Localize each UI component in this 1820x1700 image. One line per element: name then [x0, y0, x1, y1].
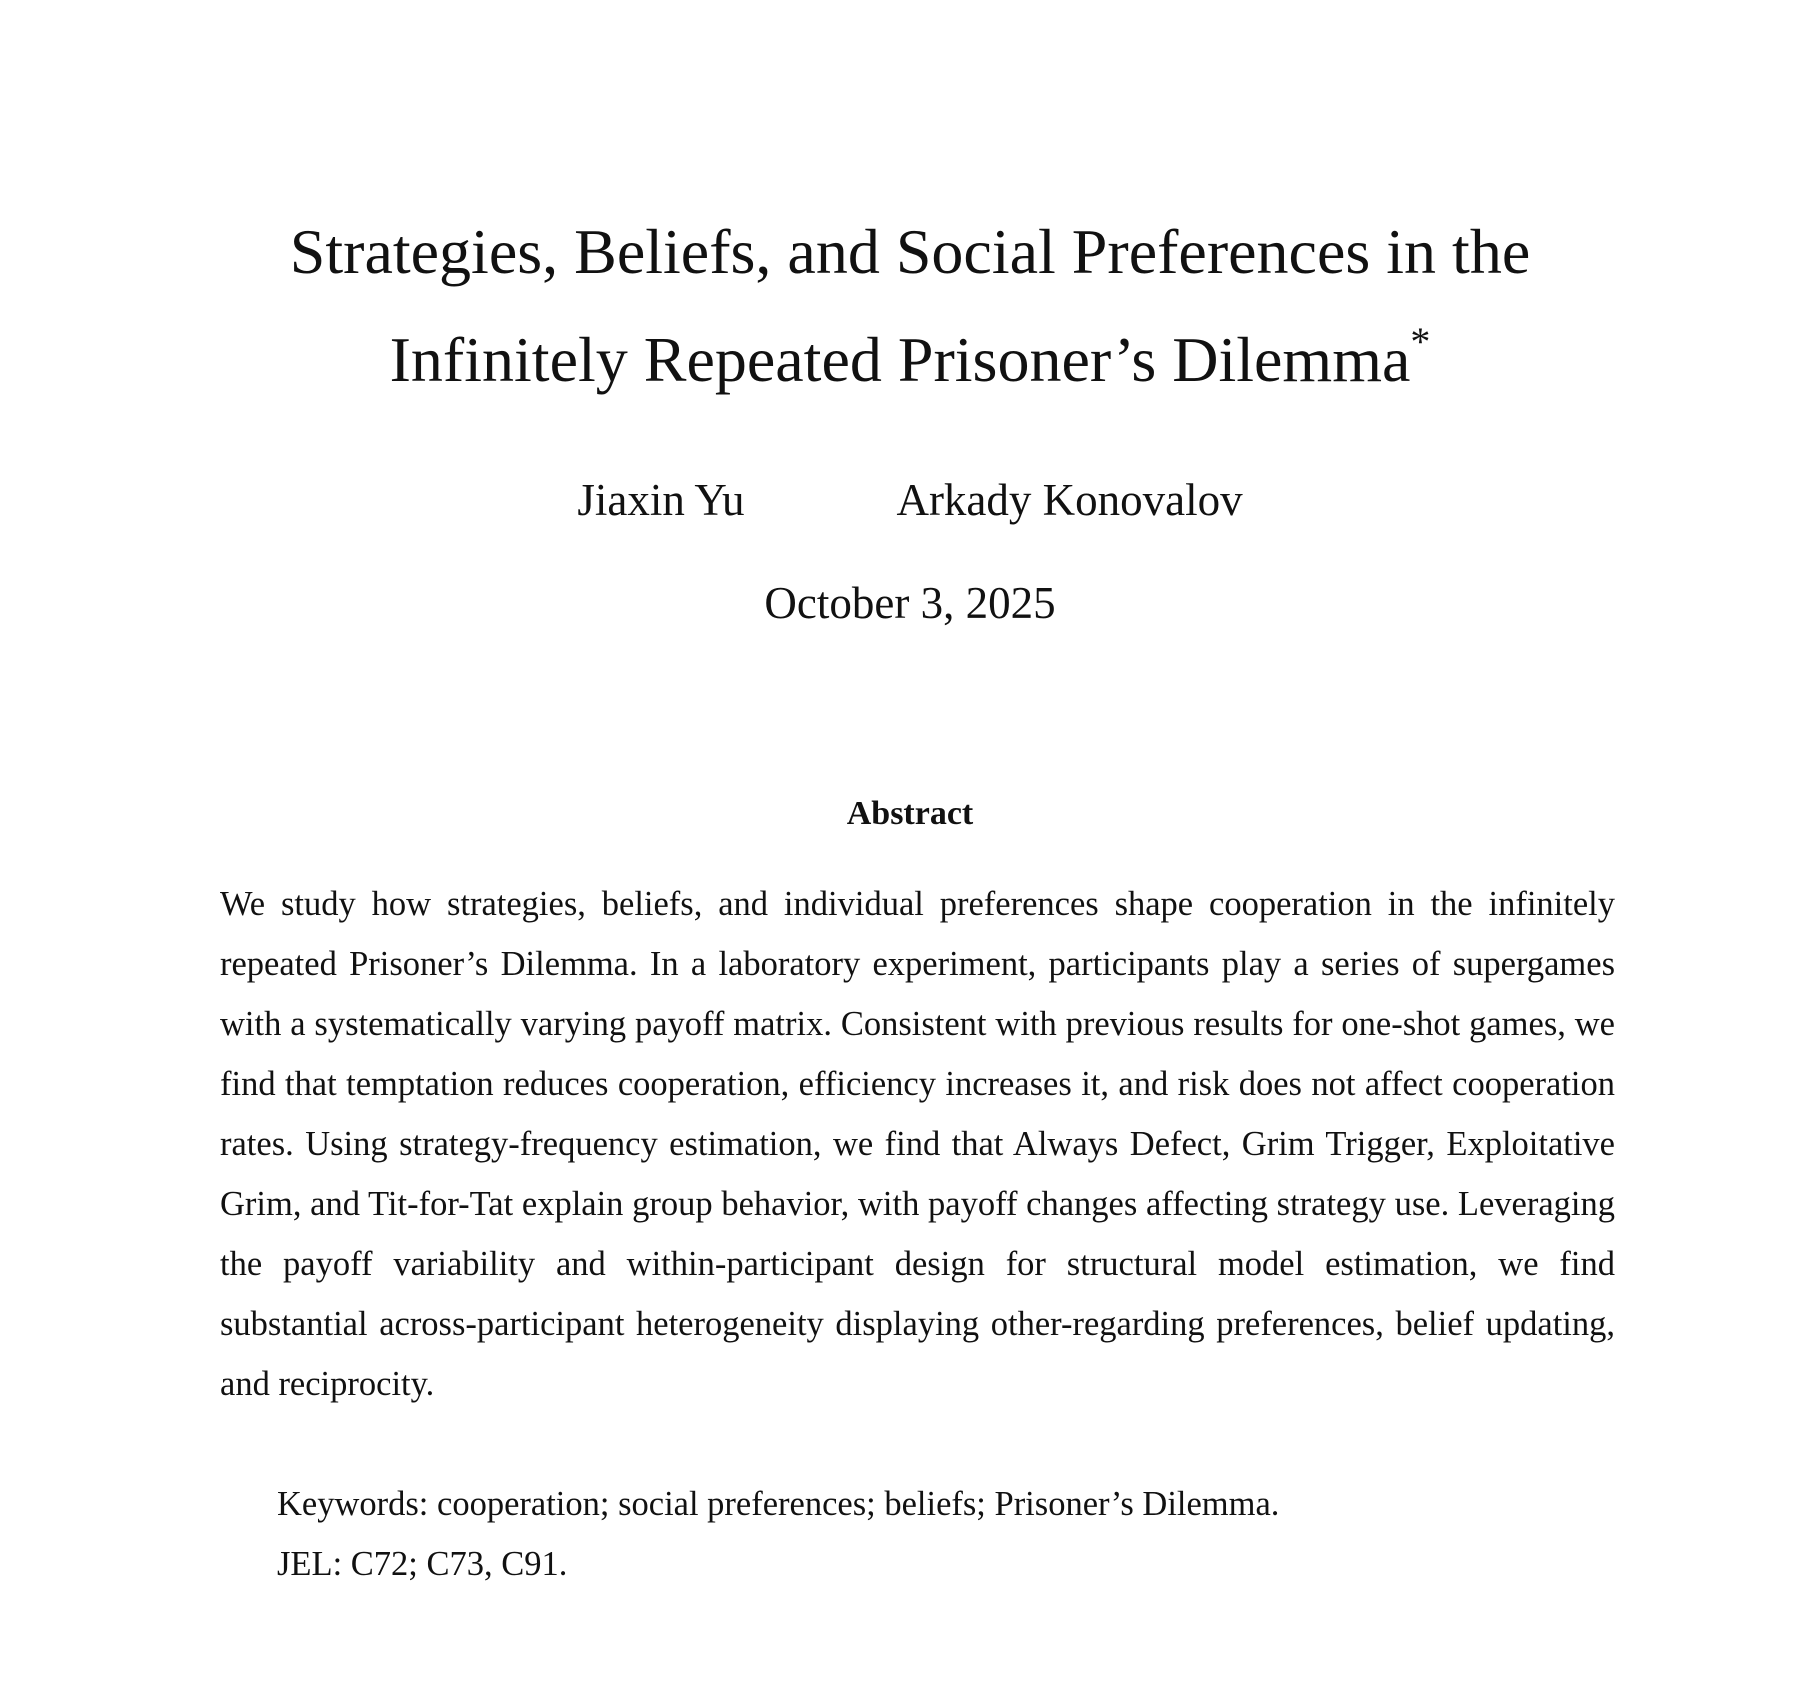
author-list: [0, 470, 1820, 530]
keywords-line: Keywords: cooperation; social preferences; beliefs; Prisoner’s Dilemma.: [277, 1485, 1280, 1523]
abstract-heading: Abstract: [846, 795, 974, 832]
author-name: Arkady Konovalov: [896, 475, 1243, 525]
author-name: Jiaxin Yu: [577, 475, 745, 525]
title-line-1: Strategies, Beliefs, and Social Preferences in the: [289, 216, 1531, 287]
paper-date: October 3, 2025: [764, 578, 1056, 628]
jel-codes-line: JEL: C72; C73, C91.: [277, 1545, 568, 1583]
abstract-body: We study how strategies, beliefs, and individual preferences shape cooperation in the infinitely repeated Prisoner’s Dilemma. In a laboratory experiment, participants play a series of supergames with a systematically varying payoff matrix. Consistent with previous results for one-shot games, we find that temptation reduces cooperation, efficiency increases it, and risk does not affect cooperation rates. Using strategy-frequency estimation, we find that Always Defect, Grim Trigger, Exploitative Grim, and Tit-for-Tat explain group behavior, with payoff changes affecting strategy use. Leveraging the payoff variability and within-participant design for structural model estimation, we find substantial across-participant heterogeneity displaying other-regarding preferences, belief updating, and reciprocity.: [220, 885, 1615, 1403]
title-footnote-mark: *: [1410, 319, 1431, 364]
paper-title: [0, 198, 1820, 414]
title-line-2: Infinitely Repeated Prisoner’s Dilemma: [389, 324, 1411, 395]
